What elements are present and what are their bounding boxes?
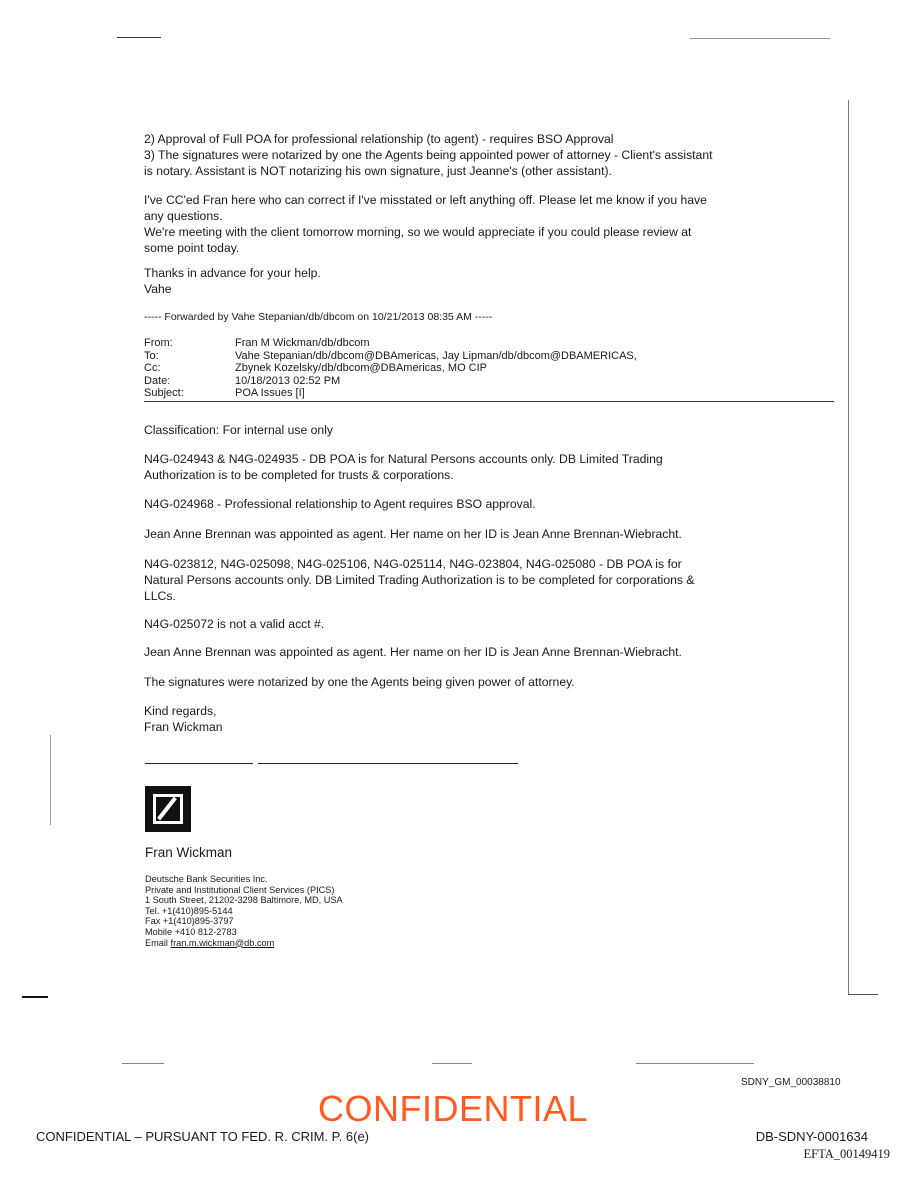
closing-name: Fran Wickman: [144, 720, 223, 734]
signature-tel: Tel. +1(410)895-5144: [145, 905, 233, 916]
header-row-to: [144, 350, 637, 363]
date-value: 10/18/2013 02:52 PM: [235, 374, 341, 387]
to-value: Vahe Stepanian/db/dbcom@DBAmericas, Jay Lipman/db/dbcom@DBAMERICAS,: [235, 349, 637, 362]
header-row-from: [144, 337, 637, 350]
sender-short: Vahe: [144, 282, 172, 296]
scan-mark: [122, 1063, 164, 1064]
header-row-cc: [144, 362, 637, 375]
cc-note-paragraph: [144, 192, 764, 256]
signature-email-label: Email: [145, 937, 171, 948]
signature-email-link[interactable]: fran.m.wickman@db.com: [170, 937, 275, 948]
from-value: Fran M Wickman/db/dbcom: [235, 337, 370, 349]
paragraph-4: [144, 556, 764, 604]
paragraph-1-line: Authorization is to be completed for trusts & corporations.: [144, 468, 454, 482]
scan-mark: [117, 37, 161, 38]
thanks-block: [144, 265, 764, 297]
signature-mobile: Mobile +410 812-2783: [145, 926, 237, 937]
deutsche-bank-logo-icon: [145, 786, 191, 832]
closing-block: [144, 703, 764, 735]
classification: Classification: For internal use only: [144, 423, 333, 437]
date-label: Date:: [144, 374, 171, 387]
signature-name: Fran Wickman: [145, 845, 233, 860]
paragraph-4-line: LLCs.: [144, 589, 176, 603]
thanks-line: Thanks in advance for your help.: [144, 266, 321, 280]
intro-line: is notary. Assistant is NOT notarizing his own signature, just Jeanne's (other assistant).: [144, 164, 612, 178]
signature-fax: Fax +1(410)895-3797: [145, 916, 234, 927]
footer-efta-id: EFTA_00149419: [803, 1147, 890, 1161]
paragraph-1-line: N4G-024943 & N4G-024935 - DB POA is for Natural Persons accounts only. DB Limited Trading: [144, 452, 663, 466]
header-row-date: [144, 375, 637, 388]
bates-number: SDNY_GM_00038810: [741, 1077, 841, 1088]
signature-contact: [145, 874, 343, 948]
intro-line: 3) The signatures were notarized by one the Agents being appointed power of attorney - Client's assistant: [144, 148, 713, 162]
signature-email-row: [145, 938, 343, 949]
scan-mark: [22, 996, 48, 998]
cc-note-line: some point today.: [144, 241, 240, 255]
cc-note-line: We're meeting with the client tomorrow morning, so we would appreciate if you could please review at: [144, 225, 692, 239]
from-label: From:: [144, 337, 173, 349]
confidential-stamp: CONFIDENTIAL: [317, 1088, 589, 1129]
scan-mark: [636, 1063, 754, 1064]
scan-mark: [848, 100, 849, 995]
signature-rule-left: [145, 763, 253, 764]
signature-rule-right: [258, 763, 518, 764]
footer-doc-id: DB-SDNY-0001634: [755, 1129, 868, 1144]
signature-division: Private and Institutional Client Services (PICS): [145, 884, 335, 895]
closing: Kind regards,: [144, 704, 217, 718]
forwarded-header: [144, 337, 637, 400]
paragraph-4-line: Natural Persons accounts only. DB Limited Trading Authorization is to be completed for corporations &: [144, 573, 695, 587]
paragraph-6: Jean Anne Brennan was appointed as agent. Her name on her ID is Jean Anne Brennan-Wiebracht.: [144, 645, 682, 659]
scan-mark: [432, 1063, 472, 1064]
cc-value: Zbynek Kozelsky/db/dbcom@DBAmericas, MO CIP: [235, 362, 488, 375]
header-divider: [144, 401, 834, 402]
scan-mark: [50, 735, 51, 825]
intro-paragraph: [144, 131, 764, 179]
to-label: To:: [144, 349, 159, 362]
paragraph-7: The signatures were notarized by one the Agents being given power of attorney.: [144, 675, 575, 689]
paragraph-2: N4G-024968 - Professional relationship to Agent requires BSO approval.: [144, 497, 536, 511]
subject-label: Subject:: [144, 387, 184, 400]
paragraph-5: N4G-025072 is not a valid acct #.: [144, 617, 325, 631]
cc-label: Cc:: [144, 362, 161, 375]
subject-value: POA Issues [I]: [235, 387, 305, 400]
cc-note-line: any questions.: [144, 209, 223, 223]
signature-company: Deutsche Bank Securities Inc.: [145, 874, 268, 884]
intro-line: 2) Approval of Full POA for professional relationship (to agent) - requires BSO Approval: [144, 132, 614, 146]
forward-line: ----- Forwarded by Vahe Stepanian/db/dbcom on 10/21/2013 08:35 AM -----: [144, 311, 493, 323]
scan-mark: [848, 994, 878, 995]
paragraph-1: [144, 451, 764, 483]
signature-address: 1 South Street, 21202-3298 Baltimore, MD, USA: [145, 895, 343, 906]
cc-note-line: I've CC'ed Fran here who can correct if I've misstated or left anything off. Please let me know if you have: [144, 193, 707, 207]
header-row-subject: [144, 387, 637, 400]
scan-mark: [690, 38, 830, 39]
paragraph-4-line: N4G-023812, N4G-025098, N4G-025106, N4G-025114, N4G-023804, N4G-025080 - DB POA is for: [144, 557, 682, 571]
footer-confidential-notice: CONFIDENTIAL – PURSUANT TO FED. R. CRIM. P. 6(e): [36, 1129, 370, 1144]
paragraph-3: Jean Anne Brennan was appointed as agent. Her name on her ID is Jean Anne Brennan-Wiebracht.: [144, 527, 682, 541]
